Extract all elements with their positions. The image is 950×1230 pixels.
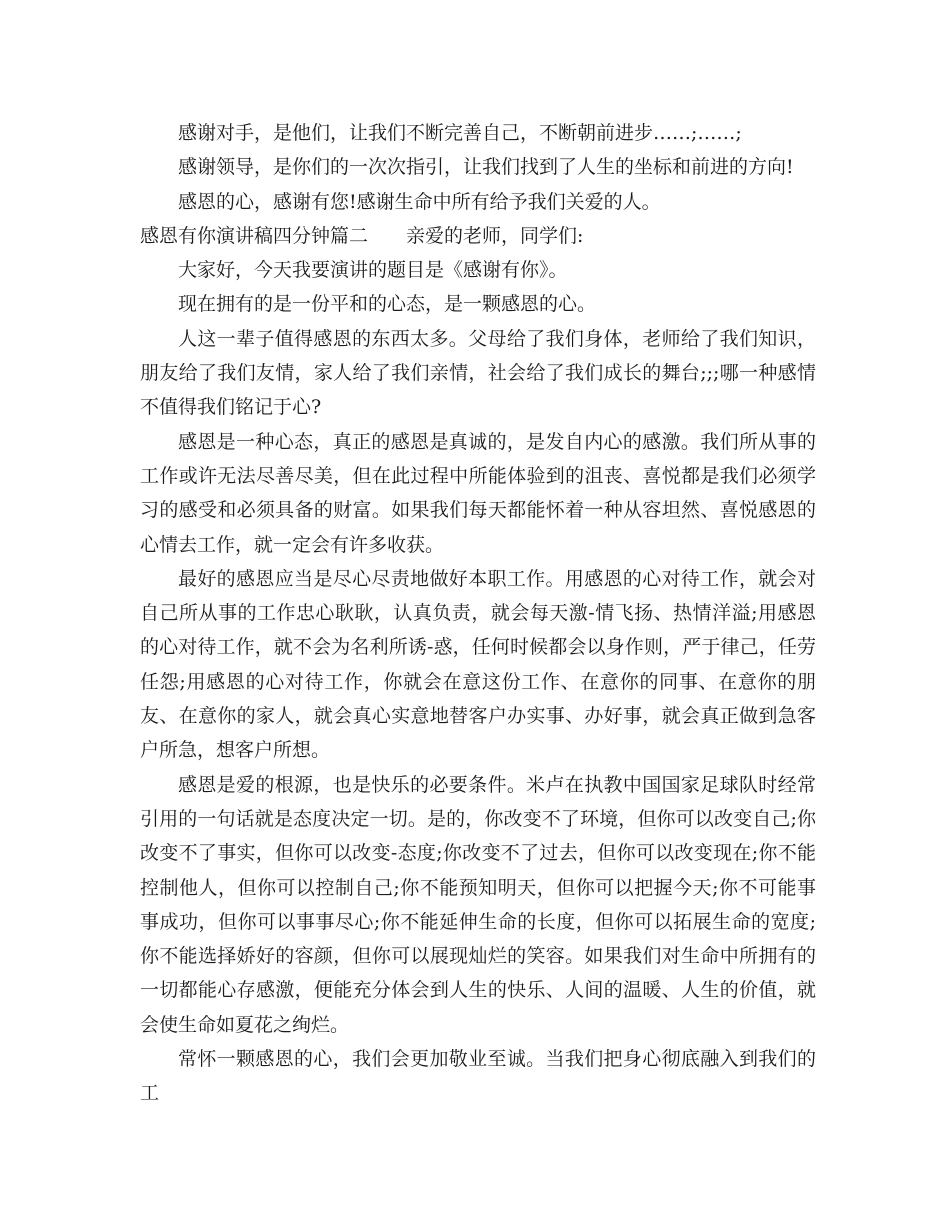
paragraph: 大家好，今天我要演讲的题目是《感谢有你》。 xyxy=(178,259,568,282)
paragraph: 感恩是爱的根源，也是快乐的必要条件。米卢在执教中国国家足球队时经常引用的一句话就是态度决定一切。是的，你改变不了环境，但你可以改变自己;你改变不了事实，但你可以改变-态度;你改变不了过去，但你可以改变现在;你不能控制他人，但你可以控制自己;你不能预知明天，但你可以把握今天;你不可能事事成功，但你可以事事尽心;你不能延伸生命的长度，但你可以拓展生命的宽度;你不能选择娇好的容颜，但你可以展现灿烂的笑容。如果我们对生命中所拥有的一切都能心存感激，便能充分体会到人生的快乐、人间的温暖、人生的价值，就会使生命如夏花之绚烂。 xyxy=(140,773,816,1036)
paragraph: 感谢对手，是他们，让我们不断完善自己，不断朝前进步……;……; xyxy=(178,122,742,144)
section-heading: 感恩有你演讲稿四分钟篇二 亲爱的老师，同学们: xyxy=(140,224,584,247)
paragraph: 最好的感恩应当是尽心尽责地做好本职工作。用感恩的心对待工作，就会对自己所从事的工作忠心耿耿，认真负责，就会每天激-情飞扬、热情洋溢;用感恩的心对待工作，就不会为名利所诱-惑，任何时候都会以身作则，严于律己，任劳任怨;用感恩的心对待工作，你就会在意这份工作、在意你的同事、在意你的朋友、在意你的家人，就会真心实意地替客户办实事、办好事，就会真正做到急客户所急，想客户所想。 xyxy=(140,567,816,762)
paragraph: 感恩的心，感谢有您!感谢生命中所有给予我们关爱的人。 xyxy=(178,190,661,213)
paragraph: 人这一辈子值得感恩的东西太多。父母给了我们身体，老师给了我们知识，朋友给了我们友情，家人给了我们亲情，社会给了我们成长的舞台;;;哪一种感情不值得我们铭记于心? xyxy=(140,327,816,419)
document-body xyxy=(140,116,816,1111)
paragraph: 常怀一颗感恩的心，我们会更加敬业至诚。当我们把身心彻底融入到我们的工 xyxy=(140,1048,816,1105)
paragraph: 感恩是一种心态，真正的感恩是真诚的，是发自内心的感激。我们所从事的工作或许无法尽善尽美，但在此过程中所能体验到的沮丧、喜悦都是我们必须学习的感受和必须具备的财富。如果我们每天都能怀着一种从容坦然、喜悦感恩的心情去工作，就一定会有许多收获。 xyxy=(140,430,816,556)
paragraph: 感谢领导，是你们的一次次指引，让我们找到了人生的坐标和前进的方向! xyxy=(178,156,794,179)
paragraph: 现在拥有的是一份平和的心态，是一颗感恩的心。 xyxy=(178,293,597,316)
